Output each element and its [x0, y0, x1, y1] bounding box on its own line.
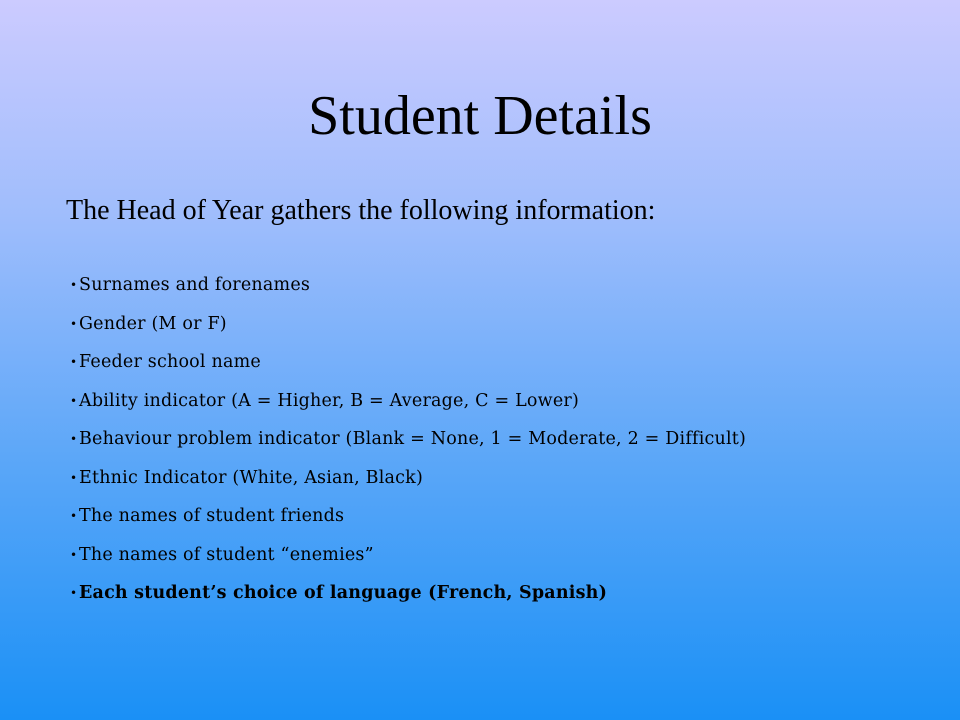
bullet-icon: • — [70, 547, 78, 562]
bullet-text: Each student’s choice of language (French, Spanish) — [79, 583, 608, 603]
bullet-text: Surnames and forenames — [79, 275, 311, 295]
bullet-text: The names of student friends — [79, 506, 345, 526]
bullet-item — [70, 459, 746, 498]
bullet-item — [70, 305, 746, 344]
bullet-icon: • — [70, 355, 78, 369]
bullet-item — [70, 497, 746, 536]
bullet-item — [70, 536, 746, 575]
slide-subtitle: The Head of Year gathers the following information: — [66, 195, 656, 226]
bullet-item — [70, 266, 746, 305]
bullet-text: Gender (M or F) — [79, 313, 227, 334]
bullet-item — [70, 574, 746, 613]
bullet-text: Feeder school name — [79, 352, 261, 372]
bullet-item — [70, 420, 746, 459]
bullet-icon: • — [70, 509, 78, 523]
bullet-icon: • — [70, 316, 78, 331]
bullet-text: Ability indicator (A = Higher, B = Average, C = Lower) — [79, 390, 579, 411]
bullet-item — [70, 382, 746, 421]
bullet-text: The names of student “enemies” — [79, 544, 374, 565]
bullet-text: Ethnic Indicator (White, Asian, Black) — [79, 467, 423, 488]
slide-title: Student Details — [308, 85, 652, 147]
bullet-icon: • — [70, 432, 78, 446]
bullet-icon: • — [70, 586, 78, 600]
bullet-icon: • — [70, 278, 78, 292]
bullet-text: Behaviour problem indicator (Blank = None, 1 = Moderate, 2 = Difficult) — [79, 429, 747, 449]
bullet-list — [70, 266, 746, 613]
bullet-icon: • — [70, 470, 78, 485]
bullet-icon: • — [70, 393, 78, 408]
bullet-item — [70, 343, 746, 382]
